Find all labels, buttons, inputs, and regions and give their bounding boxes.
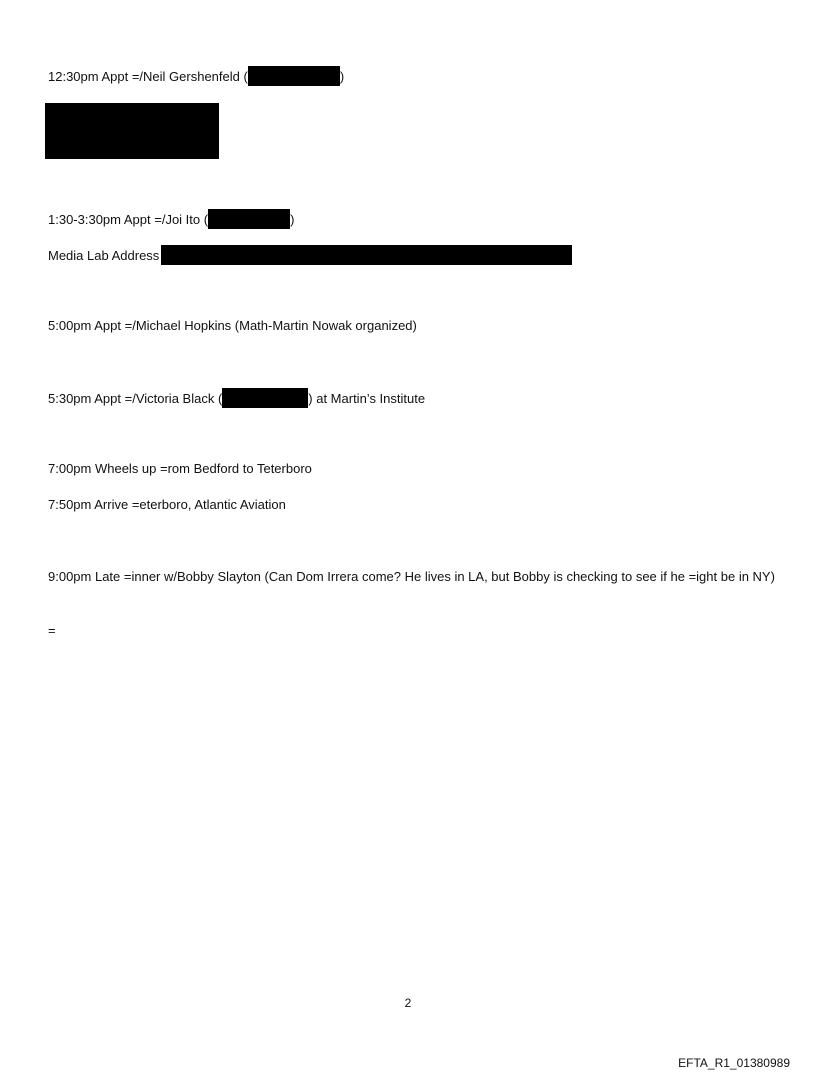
- arrive-entry: [48, 496, 286, 514]
- entry-text: 7:50pm Arrive =eterboro, Atlantic Aviation: [48, 497, 286, 512]
- page-number: 2: [404, 996, 412, 1010]
- entry-text: ): [290, 212, 295, 227]
- entry-text: 7:00pm Wheels up =rom Bedford to Teterboro: [48, 461, 312, 476]
- document-id: EFTA_R1_01380989: [678, 1056, 790, 1070]
- redaction-block: [45, 103, 219, 159]
- appt-michael-hopkins: [48, 317, 417, 335]
- appt-neil-gershenfeld: [48, 66, 344, 86]
- entry-text: 5:30pm Appt =/Victoria Black (: [48, 391, 223, 406]
- media-lab-address: [48, 245, 572, 265]
- entry-text: ): [339, 69, 345, 84]
- redaction-bar: [248, 66, 340, 86]
- entry-text: 9:00pm Late =inner w/Bobby Slayton (Can Dom Irrera come? He lives in LA, but Bobby is checking to see if he =ight be in NY): [48, 569, 775, 584]
- entry-text: 1:30-3:30pm Appt =/Joi Ito (: [48, 212, 209, 227]
- address-label: Media Lab Address: [48, 248, 160, 263]
- trailing-marker: [48, 622, 56, 640]
- appt-joi-ito: [48, 209, 294, 229]
- dinner-entry: [48, 568, 778, 586]
- appt-victoria-black: [48, 388, 425, 408]
- redaction-bar: [161, 245, 572, 265]
- wheels-up-entry: [48, 460, 312, 478]
- entry-text: =: [48, 623, 56, 638]
- entry-text: 12:30pm Appt =/Neil Gershenfeld (: [48, 69, 248, 84]
- redaction-bar: [222, 388, 308, 408]
- entry-text: 5:00pm Appt =/Michael Hopkins (Math-Martin Nowak organized): [48, 318, 417, 333]
- entry-text: ) at Martin’s Institute: [308, 391, 426, 406]
- redaction-bar: [208, 209, 290, 229]
